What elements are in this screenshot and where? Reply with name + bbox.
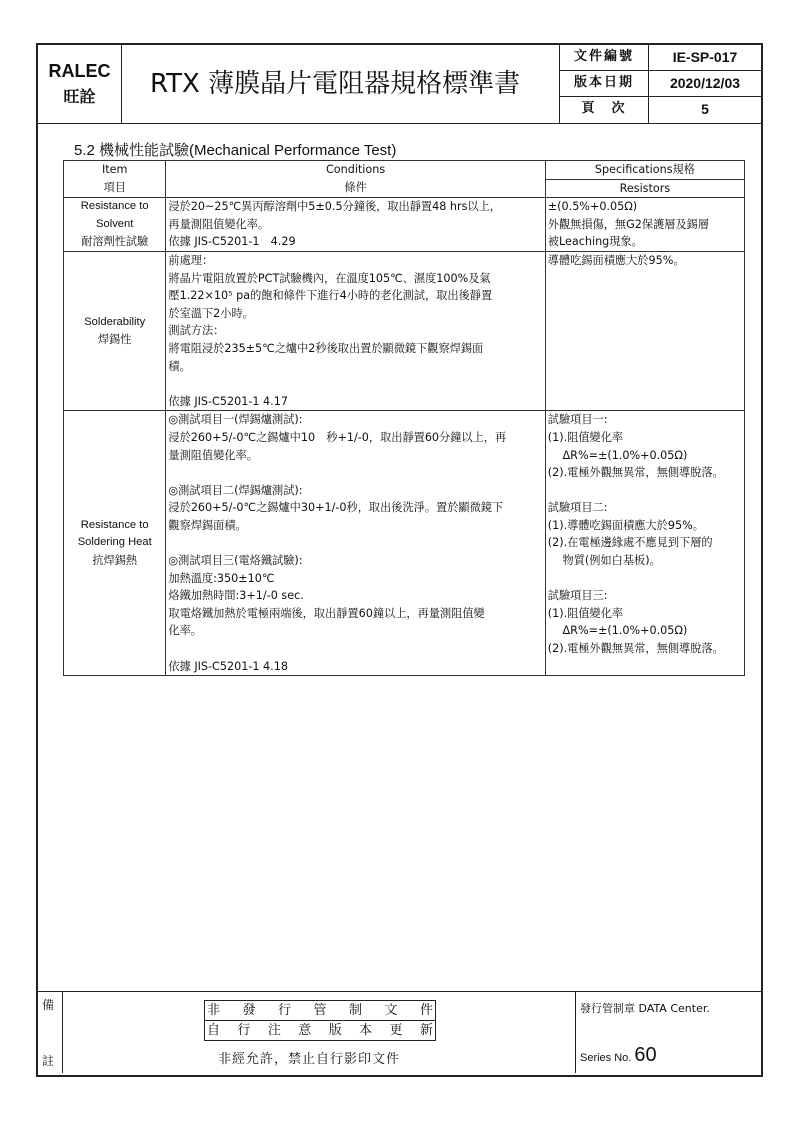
- spec-line: (1).導體吃錫面積應大於95%。: [547, 518, 704, 532]
- uncontrolled-notice-box: [204, 1000, 436, 1041]
- meta-label: 文件編號: [560, 45, 649, 70]
- item-cell: [64, 411, 166, 676]
- header-item-en: Item: [101, 163, 128, 176]
- item-cell: [64, 198, 166, 252]
- header-specifications: [545, 161, 744, 198]
- item-name-en: Resistance to Solvent: [80, 200, 149, 230]
- remarks-label-bottom: 註: [42, 1054, 55, 1068]
- specification-cell: [545, 411, 744, 676]
- condition-line: ◎測試項目二(焊錫爐測試):: [168, 483, 303, 497]
- item-name-zh: 耐溶劑性試驗: [81, 235, 149, 249]
- document-title: RTX 薄膜晶片電阻器規格標準書: [122, 45, 560, 123]
- condition-line: 於室溫下2小時。: [168, 306, 254, 320]
- condition-line: 依據 JIS-C5201-1 4.29: [168, 235, 296, 249]
- header-cond-zh: 條件: [344, 180, 367, 194]
- header-spec-sub: Resistors: [619, 181, 671, 195]
- item-name-en: Resistance to Soldering Heat: [77, 518, 152, 549]
- section-title: 5.2 機械性能試驗(Mechanical Performance Test): [74, 142, 397, 159]
- condition-line: 浸於260+5/-0℃之錫爐中10 秒+1/-0，取出靜置60分鐘以上，再: [168, 430, 507, 444]
- spec-line: 試驗項目三:: [547, 589, 608, 603]
- condition-line: 測試方法：: [168, 324, 225, 338]
- meta-value: 2020/12/03: [669, 75, 741, 91]
- meta-value: IE-SP-017: [672, 49, 738, 65]
- item-name-zh: 抗焊錫熱: [92, 554, 138, 568]
- series-label: Series No.: [580, 1052, 632, 1064]
- company-logo: [38, 45, 122, 123]
- spec-line: 試驗項目二:: [547, 501, 608, 515]
- condition-line: [168, 640, 542, 658]
- spec-line: (2).在電極邊緣處不應見到下層的: [547, 536, 713, 550]
- condition-line: 化率。: [168, 624, 202, 638]
- condition-line: 依據 JIS-C5201-1 4.18: [168, 659, 288, 673]
- header-cond-en: Conditions: [325, 163, 386, 176]
- logo-text-en: RALEC: [48, 61, 111, 81]
- condition-line: 壓1.22×10⁵ pa的飽和條件下進行4小時的老化測試，取出後靜置: [168, 289, 493, 303]
- spec-line: ΔR%=±(1.0%+0.05Ω): [547, 624, 688, 638]
- item-cell: [64, 251, 166, 410]
- condition-line: 再量測阻值變化率。: [168, 217, 270, 231]
- spec-line: 物質(例如白基板)。: [547, 554, 661, 568]
- table-header-row: [64, 161, 745, 198]
- spec-line: (1).阻值變化率: [547, 430, 624, 444]
- meta-label: 版本日期: [560, 71, 649, 96]
- spec-line: 被Leaching現象。: [547, 235, 643, 249]
- conditions-cell: [166, 251, 545, 410]
- document-frame: [36, 43, 763, 1077]
- condition-line: 將電阻浸於235±5℃之爐中2秒後取出置於顯微鏡下觀察焊錫面: [168, 341, 484, 355]
- condition-line: 積。: [168, 359, 191, 373]
- specification-cell: [545, 251, 744, 410]
- mechanical-test-table: [63, 160, 745, 676]
- conditions-cell: [166, 198, 545, 252]
- condition-line: [168, 464, 542, 482]
- document-header: [38, 45, 761, 124]
- spec-line: (2).電極外觀無異常，無側導脫落。: [547, 466, 724, 480]
- condition-line: 烙鐵加熱時間:3+1/-0 sec.: [168, 589, 304, 603]
- spec-line: [548, 482, 742, 500]
- series-number: [580, 1044, 657, 1067]
- condition-line: 加熱溫度:350±10℃: [168, 571, 275, 585]
- specification-cell: [545, 198, 744, 252]
- notice-line-1: 非發行管制文件: [207, 1003, 433, 1018]
- condition-line: [168, 375, 542, 393]
- condition-line: 量測阻值變化率。: [168, 448, 258, 462]
- table-row: [64, 411, 745, 676]
- meta-row-page: [560, 97, 761, 123]
- item-name-en: Solderability: [84, 315, 146, 328]
- meta-value: 5: [701, 101, 709, 117]
- series-value: 60: [634, 1044, 657, 1066]
- spec-line: (1).阻值變化率: [547, 606, 624, 620]
- logo-text-zh: 旺詮: [63, 87, 96, 106]
- table-row: [64, 251, 745, 410]
- meta-row-doc-no: [560, 45, 761, 71]
- spec-line: (2).電極外觀無異常，無側導脫落。: [547, 642, 724, 656]
- condition-line: ◎測試項目三(電烙鐵試驗):: [168, 554, 303, 568]
- conditions-cell: [166, 411, 545, 676]
- remarks-column: [38, 992, 63, 1073]
- condition-line: 取電烙鐵加熱於電極兩端後，取出靜置60鐘以上，再量測阻值變: [168, 606, 485, 620]
- spec-line: 導體吃錫面積應大於95%。: [547, 253, 685, 267]
- remarks-label-top: 備: [42, 998, 55, 1012]
- spec-line: 試驗項目一:: [547, 413, 608, 427]
- table-row: [64, 198, 745, 252]
- condition-line: 將晶片電阻放置於PCT試驗機內，在溫度105℃、濕度100%及氣: [168, 271, 491, 285]
- item-name-zh: 焊錫性: [97, 333, 132, 347]
- meta-row-date: [560, 71, 761, 97]
- condition-line: 觀察焊錫面積。: [168, 518, 247, 532]
- condition-line: 前處理：: [168, 253, 214, 267]
- condition-line: [168, 534, 542, 552]
- condition-line: ◎測試項目一(焊錫爐測試):: [168, 413, 303, 427]
- control-stamp-label: 發行管制章 DATA Center.: [580, 1002, 710, 1015]
- condition-line: 依據 JIS-C5201-1 4.17: [168, 394, 288, 408]
- header-conditions: [166, 161, 545, 198]
- spec-line: [548, 570, 742, 588]
- condition-line: 浸於260+5/-0℃之錫爐中30+1/-0秒，取出後洗淨。置於顯微鏡下: [168, 501, 504, 515]
- copy-restriction-note: 非經允許，禁止自行影印文件: [218, 1052, 401, 1067]
- notice-line-2: 自行注意版本更新: [205, 1020, 435, 1040]
- header-item: [64, 161, 166, 198]
- document-meta: [560, 45, 761, 123]
- meta-label: 頁 次: [560, 97, 649, 123]
- spec-line: ΔR%=±(1.0%+0.05Ω): [547, 448, 688, 462]
- document-footer: [38, 991, 761, 1075]
- header-spec-label: Specifications規格: [546, 161, 744, 180]
- header-item-zh: 項目: [103, 180, 126, 194]
- condition-line: 浸於20~25℃異丙醇溶劑中5±0.5分鐘後，取出靜置48 hrs以上，: [168, 200, 501, 214]
- control-stamp-area: [575, 992, 762, 1073]
- spec-line: 外觀無損傷，無G2保護層及錫層: [547, 217, 710, 231]
- spec-line: ±(0.5%+0.05Ω): [547, 200, 638, 214]
